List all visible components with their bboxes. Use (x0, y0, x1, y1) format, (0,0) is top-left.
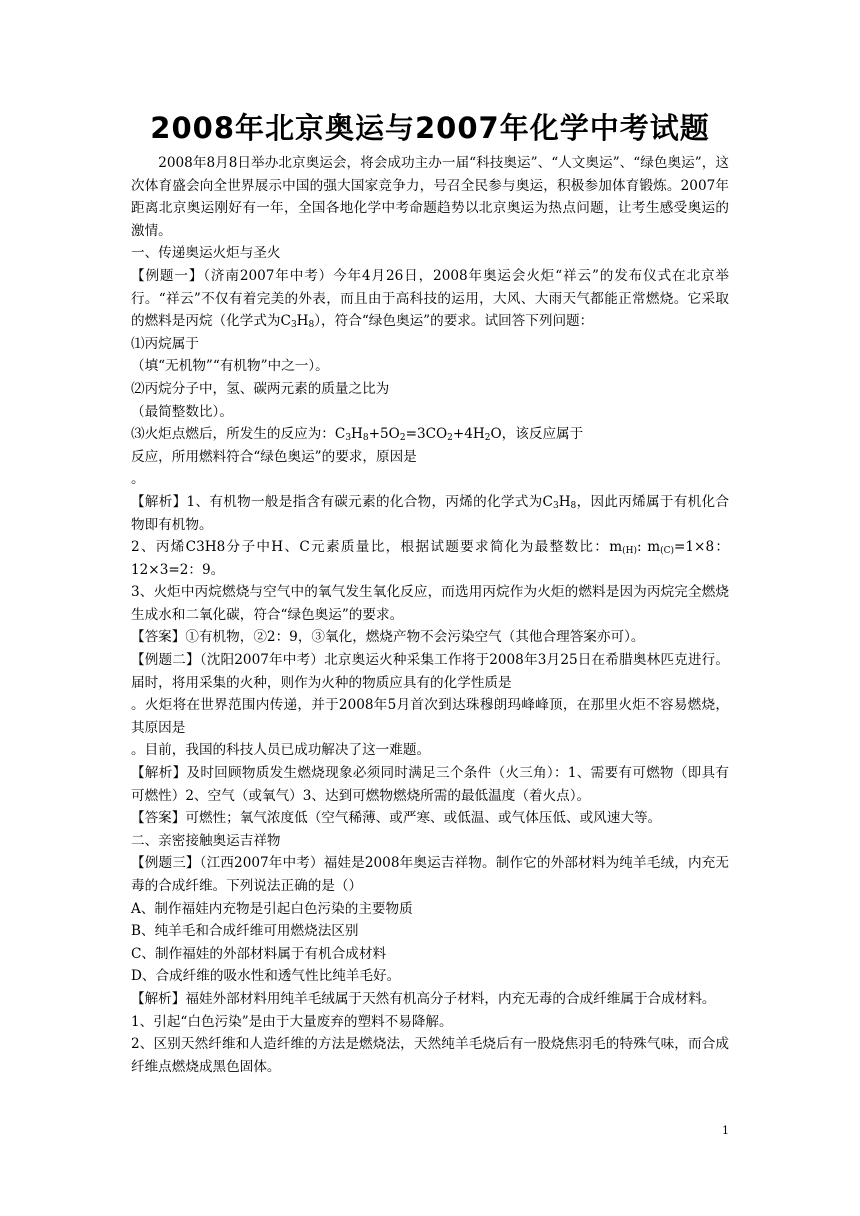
example-3-option-d: D、合成纤维的吸水性和透气性比纯羊毛好。 (131, 968, 401, 985)
document-body (131, 152, 729, 1078)
example-3-option-c: C、制作福娃的外部材料属于有机合成材料 (131, 945, 387, 962)
example-1-answer: 【答案】①有机物，②2：9，③氧化，燃烧产物不会污染空气（其他合理答案亦可）。 (131, 629, 645, 646)
document-title: 2008年北京奥运与2007年化学中考试题 (150, 111, 710, 145)
example-1-q3-fill: 反应，所用燃料符合“绿色奥运”的要求，原因是 (131, 448, 417, 465)
example-1-q3-end: 。 (131, 471, 145, 488)
section-heading-2: 二、亲密接触奥运吉祥物 (131, 832, 281, 849)
example-3-option-a: A、制作福娃内充物是引起白色污染的主要物质 (131, 900, 413, 917)
example-1-analysis-3: 3、火炬中丙烷燃烧与空气中的氧气发生氧化反应，而选用丙烷作为火炬的燃料是因为丙烷完全燃烧生成水和二氧化碳，符合“绿色奥运”的要求。 (131, 584, 729, 623)
page-number: 1 (722, 1124, 729, 1137)
example-3-analysis-2: 2、区别天然纤维和人造纤维的方法是燃烧法，天然纯羊毛烧后有一股烧焦羽毛的特殊气味，而合成纤维点燃烧成黑色固体。 (131, 1036, 729, 1075)
example-1-q3: ⑶火炬点燃后，所发生的反应为：$C_3H_8+5O_2=3CO_2+4H_2O$，该反应属于 (131, 426, 584, 444)
example-2-line-3: 。目前，我国的科技人员已成功解决了这一难题。 (131, 742, 431, 759)
example-3-analysis: 【解析】福娃外部材料用纯羊毛绒属于天然有机高分子材料，内充无毒的合成纤维属于合成材料。 (131, 990, 716, 1007)
example-1-question: 【例题一】（济南2007年中考）今年4月26日，2008年奥运会火炬“祥云”的发布仪式在北京举行。“祥云”不仅有着完美的外表，而且由于高科技的运用，大风、大雨天气都能正常燃烧。它采取的燃料是丙烷（化学式为$C_3H_8$），符合“绿色奥运”的要求。试回答下列问题： (131, 267, 729, 331)
example-2-line-2: 。火炬将在世界范围内传递，并于2008年5月首次到达珠穆朗玛峰峰顶，在那里火炬不容易燃烧，其原因是 (131, 697, 729, 736)
example-1-analysis: 【解析】1、有机物一般是指含有碳元素的化合物，丙烯的化学式为$C_3H_8$，因此丙烯属于有机化合物即有机物。 (131, 493, 729, 533)
example-1-q2-fill: （最简整数比）。 (131, 403, 233, 420)
example-2-analysis: 【解析】及时回顾物质发生燃烧现象必须同时满足三个条件（火三角）：1、需要有可燃物（即具有可燃性）2、空气（或氧气）3、达到可燃物燃烧所需的最低温度（着火点）。 (131, 765, 729, 804)
example-1-q2: ⑵丙烷分子中，氢、碳两元素的质量之比为 (131, 380, 390, 397)
example-3-analysis-1: 1、引起“白色污染”是由于大量废弃的塑料不易降解。 (131, 1013, 453, 1030)
section-heading-1: 一、传递奥运火炬与圣火 (131, 245, 281, 262)
example-3-option-b: B、纯羊毛和合成纤维可用燃烧法区别 (131, 923, 359, 940)
example-3-question: 【例题三】（江西2007年中考）福娃是2008年奥运吉祥物。制作它的外部材料为纯羊毛绒，内充无毒的合成纤维。下列说法正确的是（） (131, 855, 729, 894)
example-2-question: 【例题二】（沈阳2007年中考）北京奥运火种采集工作将于2008年3月25日在希腊奥林匹克进行。届时，将用采集的火种，则作为火种的物质应具有的化学性质是 (131, 652, 729, 691)
example-1-q1-fill: （填“无机物”“有机物”中之一）。 (131, 358, 329, 375)
example-1-q1: ⑴丙烷属于 (131, 335, 199, 352)
example-1-analysis-2: 2、丙烯C3H8分子中H、C元素质量比，根据试题要求简化为最整数比：$m_{(H)}$: $m_{(C)}=1\times 8$：12×3=2：9。 (131, 539, 730, 578)
intro-paragraph: 2008年8月8日举办北京奥运会，将会成功主办一届“科技奥运”、“人文奥运”、“绿色奥运”，这次体育盛会向全世界展示中国的强大国家竞争力，号召全民参与奥运，积极参加体育锻炼。2007年距离北京奥运刚好有一年，全国各地化学中考命题趋势以北京奥运为热点问题，让考生感受奥运的激情。 (131, 155, 729, 239)
example-2-answer: 【答案】可燃性；氧气浓度低（空气稀薄、或严寒、或低温、或气体压低、或风速大等。 (131, 810, 662, 827)
